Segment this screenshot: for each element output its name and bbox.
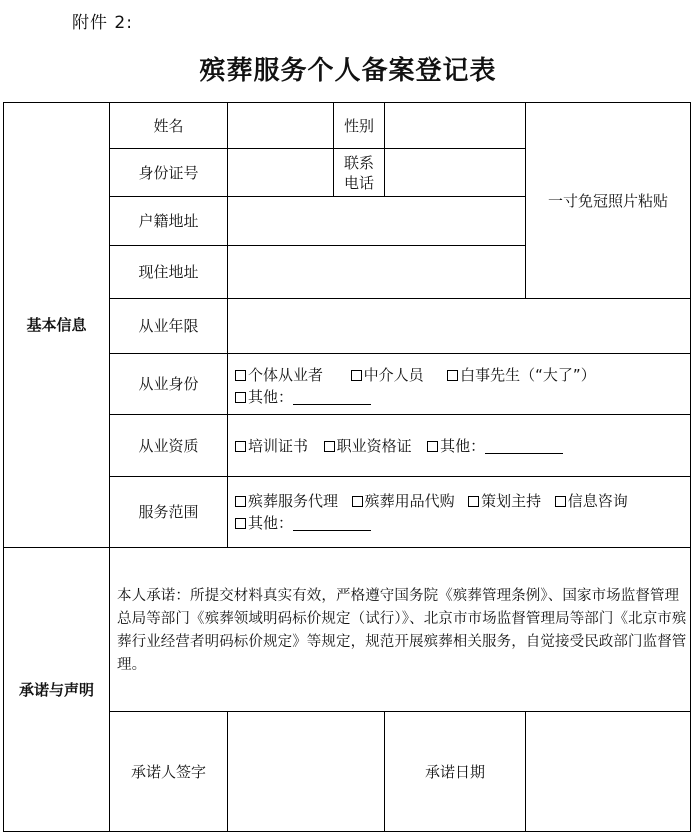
label-contact-phone — [334, 149, 384, 196]
service-option-other[interactable]: 其他： — [235, 512, 371, 533]
contact-phone-field[interactable] — [385, 149, 525, 196]
pledge-text: 本人承诺：所提交材料真实有效，严格遵守国务院《殡葬管理条例》、国家市场监督管理总局等部门《殡葬领域明码标价规定（试行）》、北京市市场监督管理局等部门《北京市殡葬行业经营者明码标价规定》等规定，规范开展殡葬相关服务，自觉接受民政部门监督管理。 — [117, 588, 687, 673]
service-option-hosting[interactable]: 策划主持 — [468, 492, 541, 510]
identity-other-blank[interactable] — [293, 390, 371, 405]
identity-option-agent[interactable]: 中介人员 — [351, 366, 424, 384]
checkbox-icon — [427, 441, 438, 452]
checkbox-icon — [235, 496, 246, 507]
section-pledge: 承诺与声明 — [18, 680, 94, 699]
service-option-consulting[interactable]: 信息咨询 — [555, 492, 628, 510]
service-scope-options-row1 — [235, 490, 628, 511]
checkbox-icon — [324, 441, 335, 452]
identity-option-individual[interactable]: 个体从业者 — [235, 366, 323, 384]
label-id-number: 身份证号 — [138, 163, 199, 182]
identity-option-other[interactable]: 其他： — [235, 386, 371, 407]
name-field[interactable] — [228, 103, 333, 148]
label-qualification: 从业资质 — [138, 436, 199, 455]
attachment-label: 附件 2: — [72, 13, 133, 33]
qualification-options — [235, 435, 563, 456]
photo-placeholder: 一寸免冠照片粘贴 — [547, 191, 668, 210]
signature-field[interactable] — [228, 712, 384, 831]
service-option-agency[interactable]: 殡葬服务代理 — [235, 492, 338, 510]
identity-option-funeral-master[interactable]: 白事先生（“大了”） — [447, 366, 596, 384]
label-date: 承诺日期 — [424, 762, 485, 781]
gender-field[interactable] — [385, 103, 525, 148]
label-identity: 从业身份 — [138, 375, 199, 393]
checkbox-icon — [235, 441, 246, 452]
checkbox-icon — [468, 496, 479, 507]
section-basic-info: 基本信息 — [26, 316, 87, 334]
checkbox-icon — [235, 518, 246, 529]
label-service-scope: 服务范围 — [138, 503, 199, 521]
checkbox-icon — [555, 496, 566, 507]
label-current-address: 现住地址 — [138, 263, 199, 281]
label-contact-phone-line1: 联系 — [343, 153, 374, 172]
label-name: 姓名 — [153, 116, 184, 135]
years-in-industry-field[interactable] — [228, 299, 690, 353]
checkbox-icon — [235, 370, 246, 381]
qualification-other-blank[interactable] — [485, 439, 563, 454]
identity-options-row1 — [235, 364, 596, 385]
qualification-option-other[interactable]: 其他： — [427, 437, 563, 455]
form-title: 殡葬服务个人备案登记表 — [199, 56, 497, 86]
checkbox-icon — [351, 370, 362, 381]
label-gender: 性别 — [343, 116, 374, 135]
qualification-option-training[interactable]: 培训证书 — [235, 437, 308, 455]
checkbox-icon — [235, 392, 246, 403]
label-signer: 承诺人签字 — [130, 762, 206, 781]
household-address-field[interactable] — [228, 197, 525, 245]
service-option-purchase[interactable]: 殡葬用品代购 — [352, 492, 455, 510]
current-address-field[interactable] — [228, 246, 525, 298]
id-number-field[interactable] — [228, 149, 333, 196]
label-household-address: 户籍地址 — [138, 212, 199, 230]
checkbox-icon — [352, 496, 363, 507]
label-contact-phone-line2: 电话 — [343, 173, 374, 192]
service-other-blank[interactable] — [293, 516, 371, 531]
label-years-in-industry: 从业年限 — [138, 317, 199, 335]
date-field[interactable] — [526, 712, 690, 831]
checkbox-icon — [447, 370, 458, 381]
qualification-option-professional[interactable]: 职业资格证 — [324, 437, 412, 455]
